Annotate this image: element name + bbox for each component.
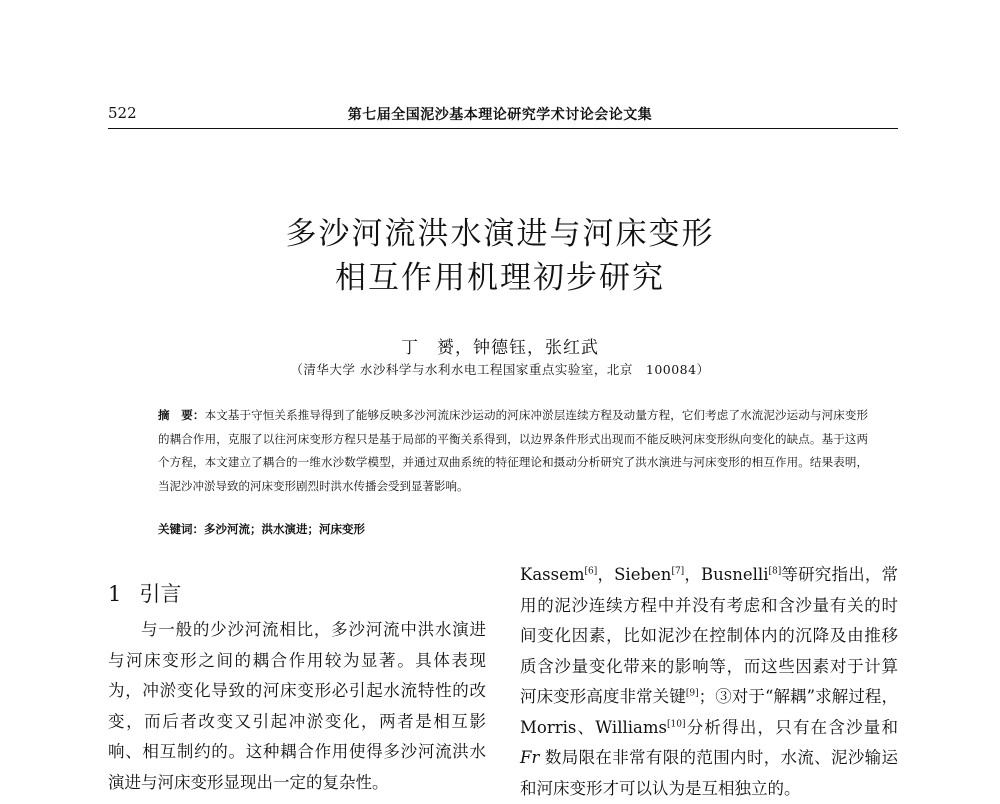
- body-column-left: [108, 615, 486, 798]
- body-text: ；③对于“解耦”求解过程，Morris、Williams: [520, 687, 899, 737]
- keywords: [158, 521, 868, 537]
- paper-title-line-1: 多沙河流洪水演进与河床变形: [285, 216, 715, 252]
- citation: [7]: [671, 566, 685, 577]
- citation: [6]: [584, 566, 598, 577]
- abstract-label: 摘 要：: [158, 408, 205, 422]
- citation: [9]: [685, 688, 699, 699]
- body-text: 数局限在非常有限的范围内时，水流、泥沙输运和河床变形才可以认为是互相独立的。: [520, 748, 898, 798]
- affiliation: （清华大学 水沙科学与水利水电工程国家重点实验室，北京 100084）: [290, 362, 710, 377]
- page-number: 522: [108, 104, 137, 122]
- author-list: 丁 赟，钟德钰，张红武: [401, 338, 599, 358]
- section-number: 1: [108, 582, 122, 606]
- body-text: 分析得出，只有在含沙量和: [685, 717, 899, 737]
- citation: [10]: [667, 719, 686, 729]
- citation: [8]: [768, 566, 782, 577]
- paper-title: [0, 212, 1000, 300]
- ref-author-sieben: ，Sieben: [597, 565, 672, 584]
- ref-author-kassem: Kassem: [520, 565, 585, 584]
- section-title: 引言: [139, 582, 182, 606]
- body-paragraph-continued: [520, 560, 898, 804]
- ref-author-busnelli: ，Busnelli: [684, 565, 769, 584]
- body-text: 等研究指出，常用的泥沙连续方程中并没有考虑和含沙量有关的时间变化因素，比如泥沙在控制体内的沉降及由推移质含沙量变化带来的影响等，而这些因素对于计算河床变形高度非常关键: [520, 565, 899, 706]
- froude-symbol: Fr: [520, 748, 540, 767]
- keywords-text: 多沙河流；洪水演进；河床变形: [204, 522, 365, 536]
- running-header-title: 第七届全国泥沙基本理论研究学术讨论会论文集: [347, 107, 653, 123]
- header-rule: [108, 128, 898, 129]
- section-heading: [108, 578, 181, 608]
- paper-title-line-2: 相互作用机理初步研究: [335, 260, 665, 296]
- body-column-right: [520, 560, 898, 804]
- abstract: [158, 404, 868, 498]
- body-paragraph: 与一般的少沙河流相比，多沙河流中洪水演进与河床变形之间的耦合作用较为显著。具体表现为，冲淤变化导致的河床变形必引起水流特性的改变，而后者改变又引起冲淤变化，两者是相互影响、相互制约的。这种耦合作用使得多沙河流洪水演进与河床变形显现出一定的复杂性。: [108, 620, 486, 792]
- abstract-text: 本文基于守恒关系推导得到了能够反映多沙河流床沙运动的河床冲淤层连续方程及动量方程，它们考虑了水流泥沙运动与河床变形的耦合作用，克服了以往河床变形方程只是基于局部的平衡关系得到，以边界条件形式出现而不能反映河床变形纵向变化的缺点。基于这两个方程，本文建立了耦合的一维水沙数学模型，并通过双曲系统的特征理论和摄动分析研究了洪水演进与河床变形的相互作用。结果表明，当泥沙冲淤导致的河床变形剧烈时洪水传播会受到显著影响。: [158, 408, 869, 493]
- keywords-label: 关键词：: [158, 522, 204, 536]
